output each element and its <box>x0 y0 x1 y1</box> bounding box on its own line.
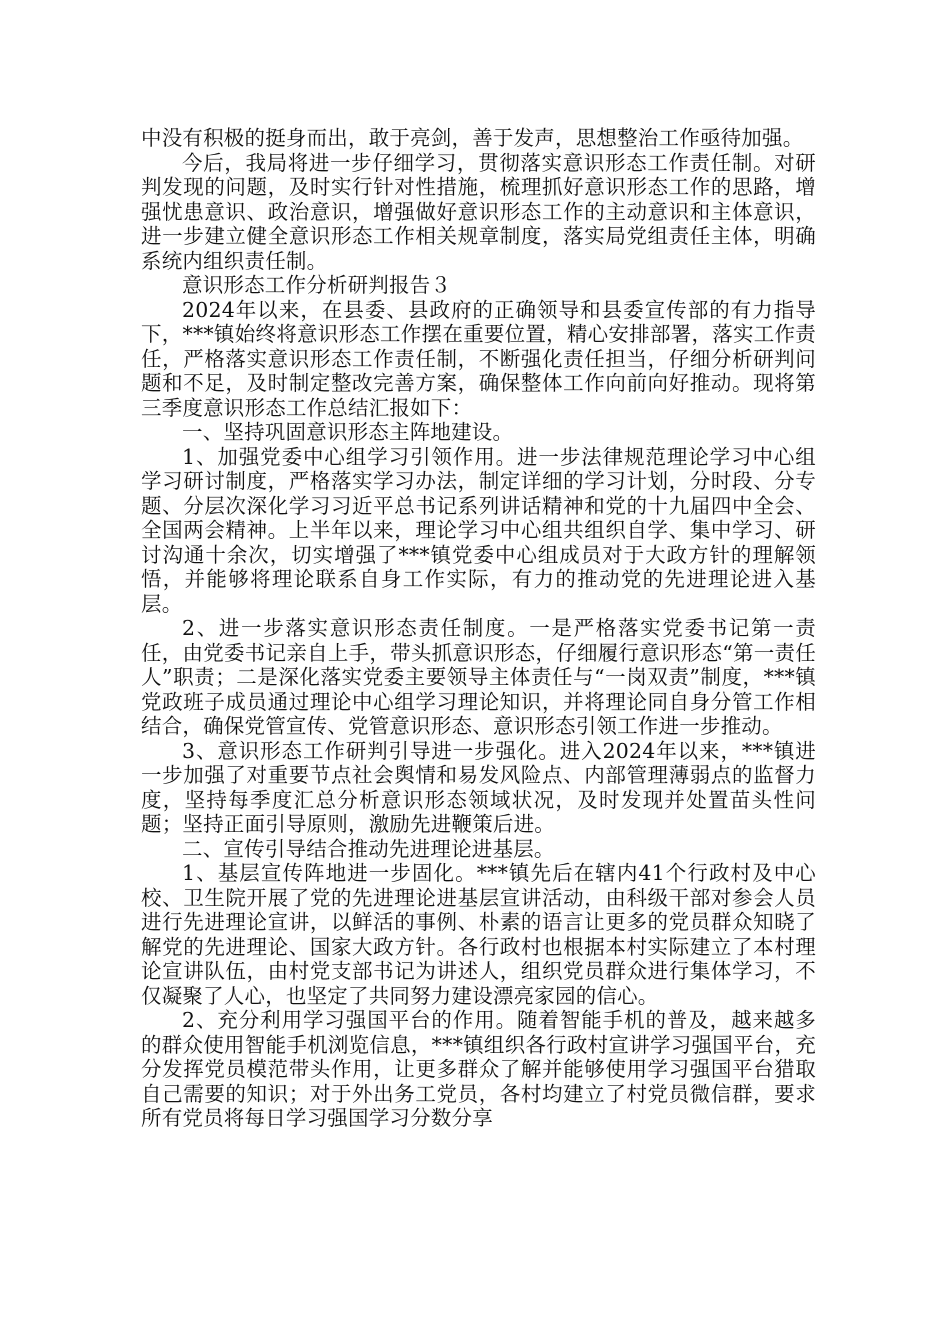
section-heading-2: 二、宣传引导结合推动先进理论进基层。 <box>182 836 555 861</box>
report-title: 意识形态工作分析研判报告３ <box>182 273 452 297</box>
paragraph-item-2-1: 1、基层宣传阵地进一步固化。***镇先后在辖内41个行政村及中心校、卫生院开展了党的先进理论进基层宣讲活动，由科级干部对参会人员进行先进理论宣讲，以鲜活的事例、朴素的语言让更多的党员群众知晓了解党的先进理论、国家大政方针。各行政村也根据本村实际建立了本村理论宣讲队伍，由村党支部书记为讲述人，组织党员群众进行集体学习，不仅凝聚了人心，也坚定了共同努力建设漂亮家园的信心。 <box>141 861 816 1008</box>
paragraph-item-1-2: 2、进一步落实意识形态责任制度。一是严格落实党委书记第一责任，由党委书记亲自上手，带头抓意识形态，仔细履行意识形态“第一责任人”职责；二是深化落实党委主要领导主体责任与“一岗双责”制度，***镇党政班子成员通过理论中心组学习理论知识，并将理论同自身分管工作相结合，确保党管宣传、党管意识形态、意识形态引领工作进一步推动。 <box>141 616 816 738</box>
paragraph-future-plan: 今后，我局将进一步仔细学习，贯彻落实意识形态工作责任制。对研判发现的问题，及时实行针对性措施，梳理抓好意识形态工作的思路，增强忧患意识、政治意识，增强做好意识形态工作的主动意识和主体意识，进一步建立健全意识形态工作相关规章制度，落实局党组责任主体，明确系统内组织责任制。 <box>141 150 816 273</box>
paragraph-item-1-3: 3、意识形态工作研判引导进一步强化。进入2024年以来，***镇进一步加强了对重要节点社会舆情和易发风险点、内部管理薄弱点的监督力度，坚持每季度汇总分析意识形态领域状况，及时发现并处置苗头性问题；坚持正面引导原则，激励先进鞭策后进。 <box>141 738 816 836</box>
document-body <box>141 126 816 1131</box>
section-heading-1: 一、坚持巩固意识形态主阵地建设。 <box>182 420 514 444</box>
paragraph-item-1-1: 1、加强党委中心组学习引领作用。进一步法律规范理论学习中心组学习研讨制度，严格落实学习办法，制定详细的学习计划，分时段、分专题、分层次深化学习习近平总书记系列讲话精神和党的十九届四中全会、全国两会精神。上半年以来，理论学习中心组共组织自学、集中学习、研讨沟通十余次，切实增强了***镇党委中心组成员对于大政方针的理解领悟，并能够将理论联系自身工作实际，有力的推动党的先进理论进入基层。 <box>141 444 816 616</box>
paragraph-intro: 2024年以来，在县委、县政府的正确领导和县委宣传部的有力指导下，***镇始终将意识形态工作摆在重要位置，精心安排部署，落实工作责任，严格落实意识形态工作责任制，不断强化责任担当，仔细分析研判问题和不足，及时制定整改完善方案，确保整体工作向前向好推动。现将第三季度意识形态工作总结汇报如下： <box>141 297 816 420</box>
paragraph-item-2-2: 2、充分利用学习强国平台的作用。随着智能手机的普及，越来越多的群众使用智能手机浏览信息，***镇组织各行政村宣讲学习强国平台，充分发挥党员模范带头作用，让更多群众了解并能够使用学习强国平台猎取自己需要的知识；对于外出务工党员，各村均建立了村党员微信群，要求所有党员将每日学习强国学习分数分享 <box>141 1008 816 1130</box>
paragraph-continuation: 中没有积极的挺身而出，敢于亮剑，善于发声，思想整治工作亟待加强。 <box>141 126 804 150</box>
